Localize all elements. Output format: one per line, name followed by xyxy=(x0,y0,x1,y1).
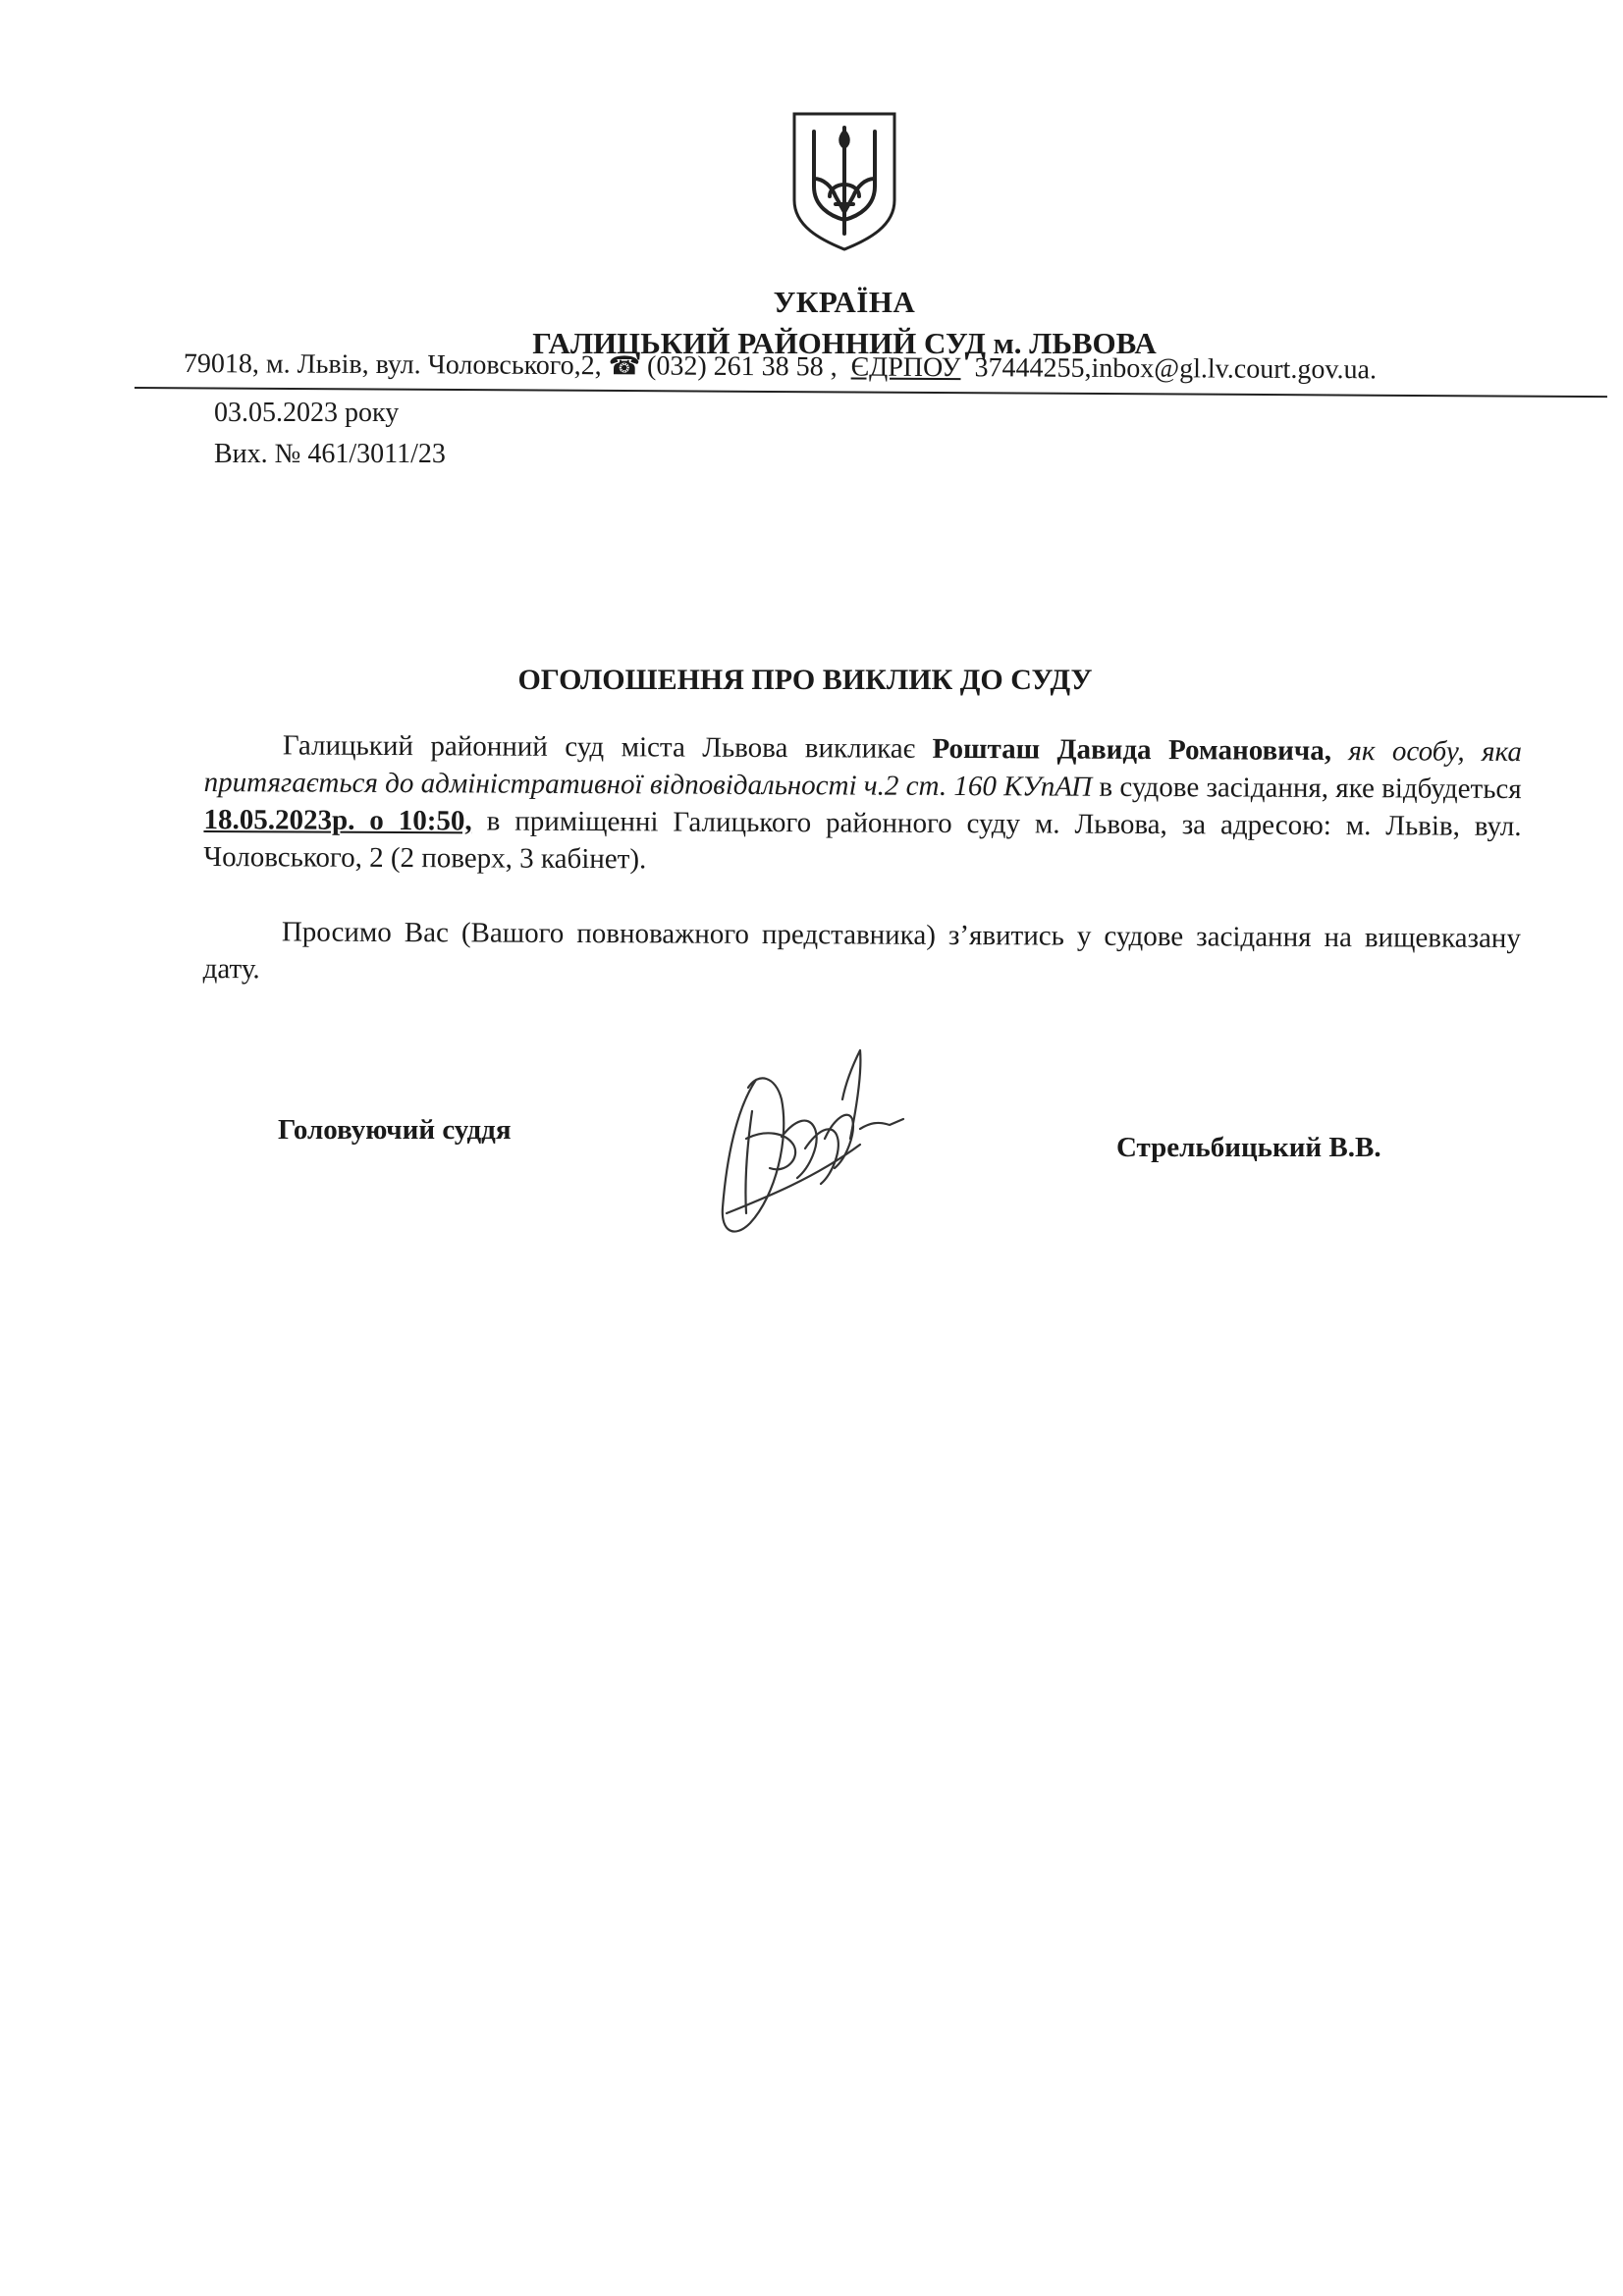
coat-of-arms-trident-icon xyxy=(790,110,898,252)
handwritten-signature xyxy=(687,1021,923,1256)
paragraph-request: Просимо Вас (Вашого повноважного представника) з’явитись у судове засідання на вищевказану дату. xyxy=(202,916,1521,986)
summoned-person: Рошташ Давида Романовича, xyxy=(932,732,1332,768)
court-address: 79018, м. Львів, вул. Чоловського,2, xyxy=(183,348,602,382)
summons-location: в приміщенні Галицького районного суду м. Львова, за адресою: м. Львів, вул. Чоловського, 2 (2 поверх, 3 кабінет). xyxy=(203,805,1522,876)
document-body xyxy=(203,726,1522,994)
hearing-datetime: 18.05.2023р. о 10:50, xyxy=(203,803,472,837)
edrpou-email: 37444255,inbox@gl.lv.court.gov.ua. xyxy=(974,352,1378,386)
edrpou-label: ЄДРПОУ xyxy=(850,351,961,384)
summons-intro: Галицький районний суд міста Львова викликає xyxy=(282,729,916,765)
judge-name: Стрельбицький В.В. xyxy=(1116,1132,1381,1163)
summoned-role: як особу, яка притягається до адміністративної відповідальності ч.2 ст. 160 КУпАП xyxy=(203,735,1522,803)
court-contacts xyxy=(184,348,1597,388)
court-heading: ГАЛИЦЬКИЙ РАЙОННИЙ СУД м. ЛЬВОВА xyxy=(532,326,1157,360)
document-title: ОГОЛОШЕННЯ ПРО ВИКЛИК ДО СУДУ xyxy=(517,664,1093,696)
outgoing-number: Вих. № 461/3011/23 xyxy=(214,439,446,469)
document-date: 03.05.2023 року xyxy=(214,398,400,428)
telephone-icon: ☎ xyxy=(608,351,641,381)
court-phone: (032) 261 38 58 , xyxy=(646,350,838,383)
country-heading: УКРАЇНА xyxy=(773,285,916,319)
judge-title: Головуючий суддя xyxy=(278,1114,512,1146)
paragraph-summons xyxy=(203,726,1522,882)
document-meta xyxy=(214,393,446,475)
summons-mid: в судове засідання, яке відбудеться xyxy=(1099,771,1522,806)
